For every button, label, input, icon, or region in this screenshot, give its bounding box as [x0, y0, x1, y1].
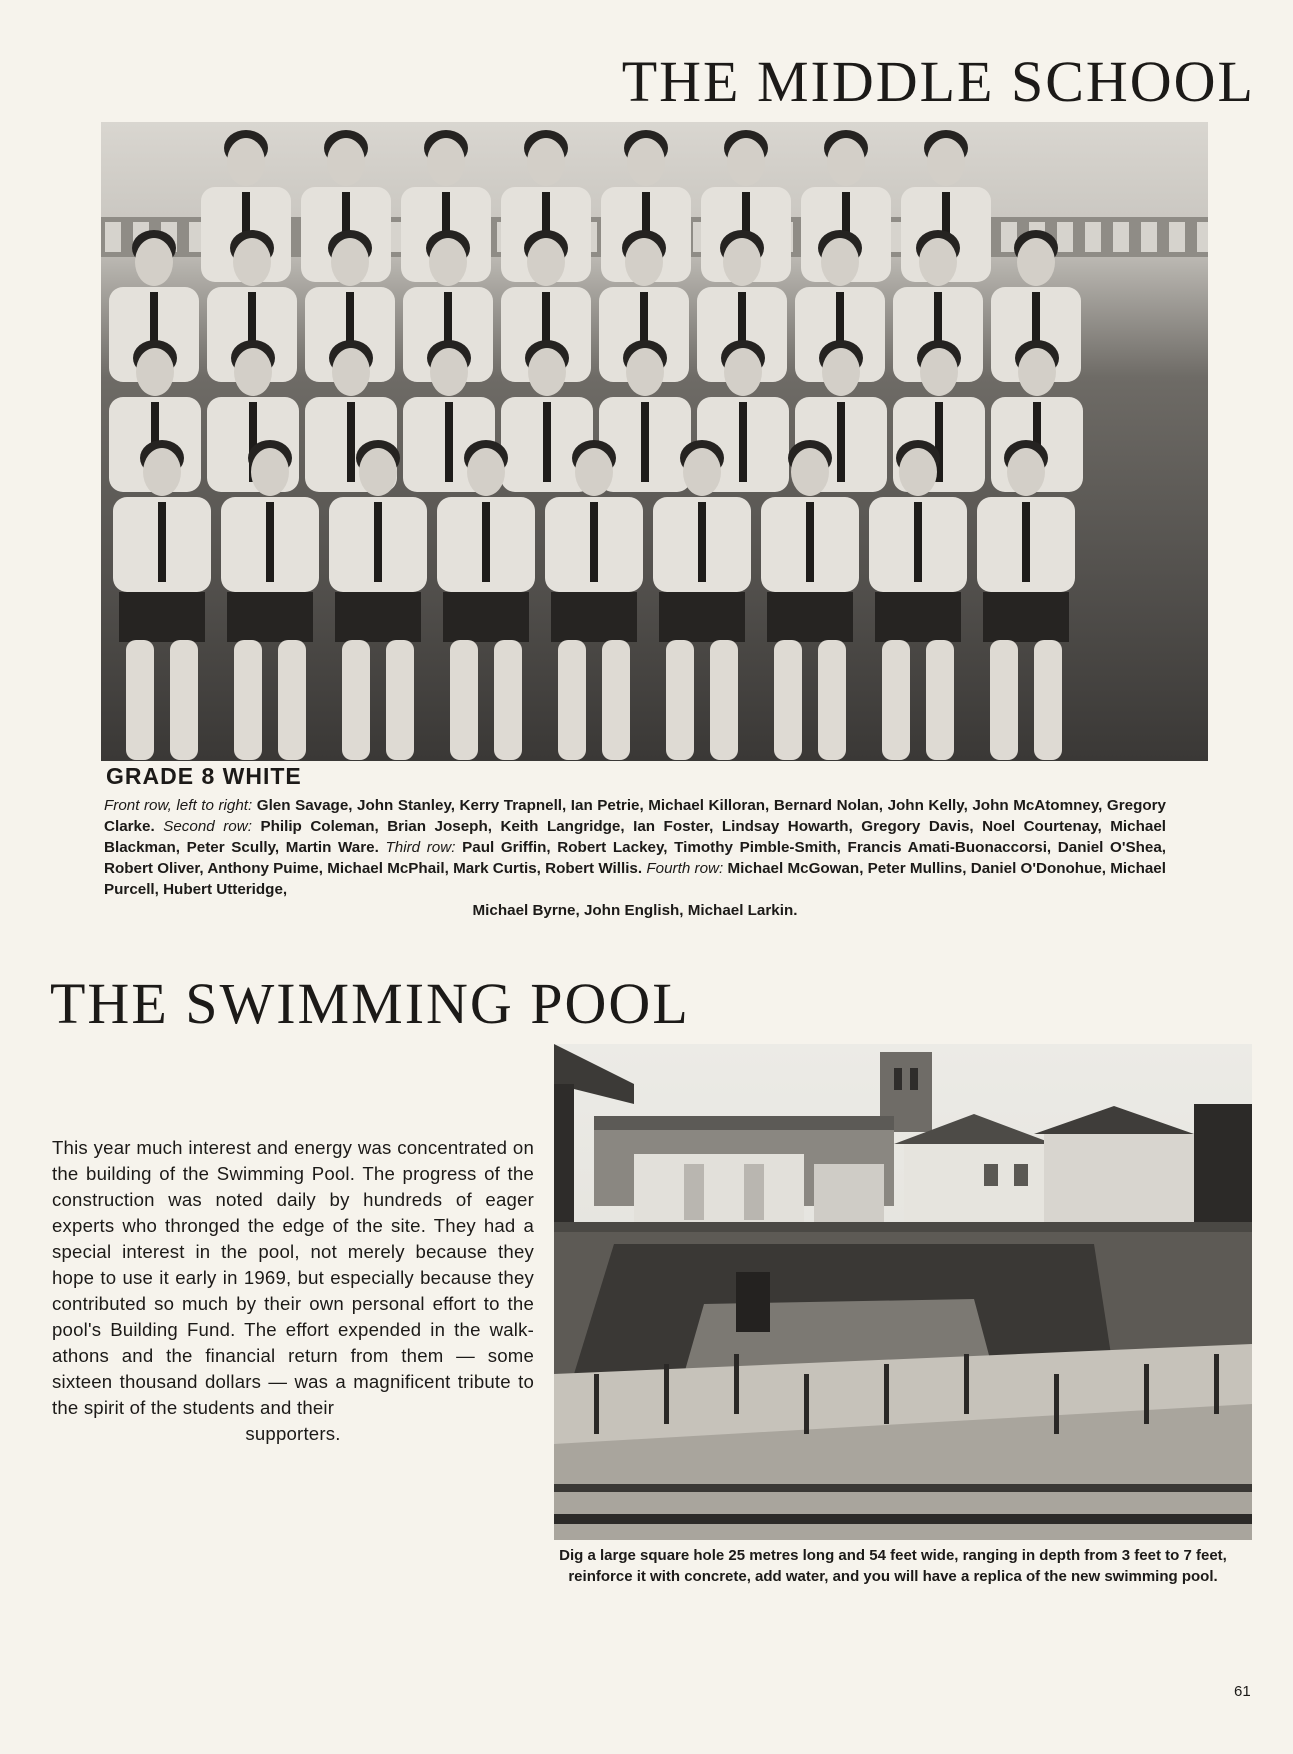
front-row-names: Glen Savage, John Stanley, Kerry Trapnell, Ian Petrie, Michael Killoran, Bernard Nolan, John Kelly, John McAtomney, Gregory Clarke.	[104, 797, 1166, 835]
fourth-row-label: Fourth row:	[646, 860, 724, 877]
swimming-pool-article	[52, 1135, 534, 1447]
fourth-row-names: Michael McGowan, Peter Mullins, Daniel O'Donohue, Michael Purcell, Hubert Utteridge,	[104, 860, 1166, 898]
article-body: This year much interest and energy was concentrated on the building of the Swimming Pool. The progress of the construction was noted daily by hundreds of eager experts who thronged the edge of the site. They had a special interest in the pool, not merely because they hope to use it early in 1969, but especially because they contributed so much by their own personal effort to the pool's Building Fund. The effort expended in the walk-athons and the financial return from them — some sixteen thousand dollars — was a magnificent tribute to the spirit of the students and their	[52, 1137, 534, 1418]
pool-construction-photo	[554, 1044, 1252, 1540]
middle-school-heading: THE MIDDLE SCHOOL	[621, 49, 1255, 114]
page-number: 61	[1234, 1683, 1251, 1700]
second-row-label: Second row:	[163, 818, 252, 835]
front-row-label: Front row, left to right:	[104, 797, 253, 814]
third-row-names: Paul Griffin, Robert Lackey, Timothy Pimble-Smith, Francis Amati-Buonaccorsi, Daniel O'Shea, Robert Oliver, Anthony Puime, Michael McPhail, Mark Curtis, Robert Willis.	[104, 839, 1166, 877]
class-grade-title: GRADE 8 WHITE	[106, 763, 302, 789]
swimming-pool-heading: THE SWIMMING POOL	[50, 971, 690, 1036]
third-row-label: Third row:	[385, 839, 456, 856]
grade-8-white-class-photo	[101, 122, 1208, 761]
second-row-names: Philip Coleman, Brian Joseph, Keith Langridge, Ian Foster, Lindsay Howarth, Gregory Davis, Noel Courtenay, Michael Blackman, Peter Scully, Martin Ware.	[104, 818, 1166, 856]
fourth-row-names-last-line: Michael Byrne, John English, Michael Larkin.	[472, 902, 798, 919]
pool-photo-caption: Dig a large square hole 25 metres long and 54 feet wide, ranging in depth from 3 feet to 7 feet, reinforce it with concrete, add water, and you will have a replica of the new swimming pool.	[559, 1547, 1227, 1585]
class-photo-names	[104, 795, 1166, 921]
article-body-last-line: supporters.	[245, 1423, 341, 1444]
